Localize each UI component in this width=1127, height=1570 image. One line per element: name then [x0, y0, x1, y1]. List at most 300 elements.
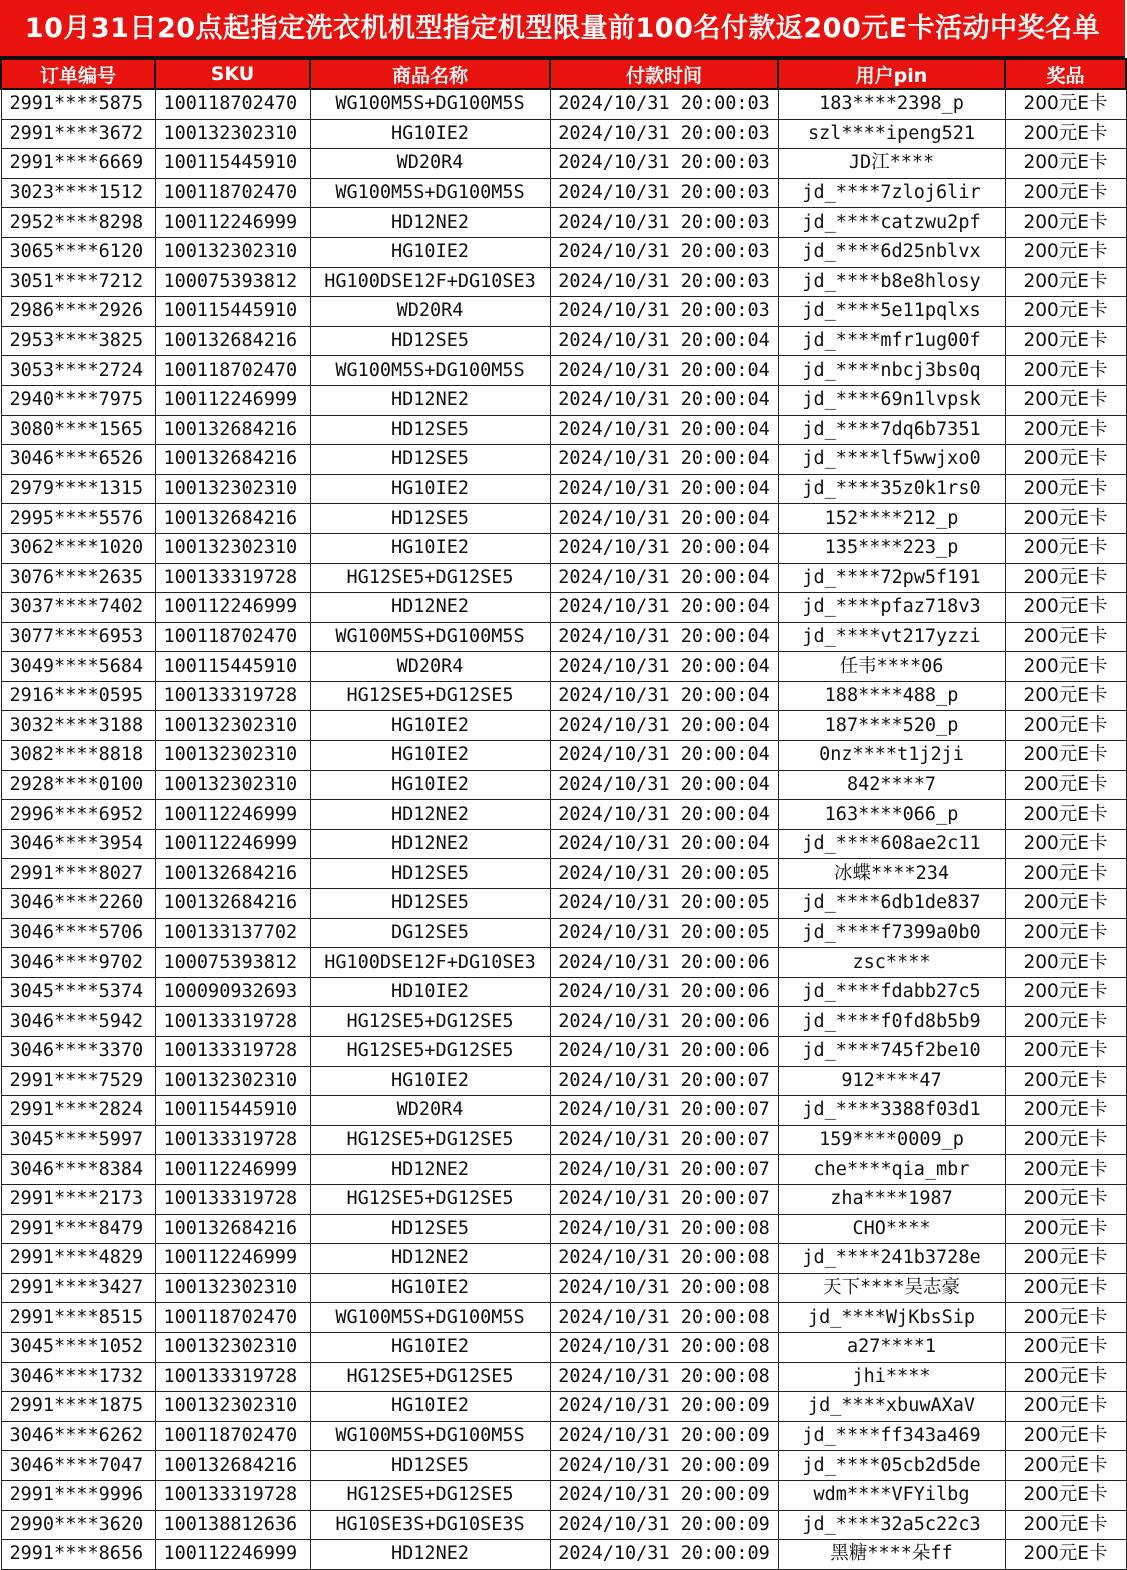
- user-pin-cell: jd_****608ae2c11: [778, 829, 1005, 859]
- product-name-cell: HD12SE5: [310, 1214, 550, 1244]
- order-number-cell: 2991****8656: [1, 1540, 155, 1570]
- user-pin-cell: 0nz****t1j2ji: [778, 741, 1005, 771]
- order-number-cell: 3046****6262: [1, 1421, 155, 1451]
- order-number-cell: 3046****3370: [1, 1037, 155, 1067]
- order-number-cell: 2991****6669: [1, 149, 155, 179]
- payment-time-cell: 2024/10/31 20:00:09: [550, 1451, 778, 1481]
- order-number-cell: 2991****7529: [1, 1066, 155, 1096]
- user-pin-cell: jd_****05cb2d5de: [778, 1451, 1005, 1481]
- prize-cell: 200元E卡: [1005, 829, 1126, 859]
- order-number-cell: 3046****8384: [1, 1155, 155, 1185]
- user-pin-cell: jd_****pfaz718v3: [778, 593, 1005, 623]
- sku-cell: 100133319728: [155, 1037, 310, 1067]
- sku-cell: 100132302310: [155, 1273, 310, 1303]
- order-number-cell: 2928****0100: [1, 770, 155, 800]
- table-body: [1, 89, 1126, 1569]
- prize-cell: 200元E卡: [1005, 415, 1126, 445]
- user-pin-cell: jd_****6db1de837: [778, 889, 1005, 919]
- table-row: [1, 1244, 1126, 1274]
- prize-cell: 200元E卡: [1005, 267, 1126, 297]
- prize-cell: 200元E卡: [1005, 859, 1126, 889]
- order-number-cell: 3046****9702: [1, 948, 155, 978]
- payment-time-cell: 2024/10/31 20:00:08: [550, 1214, 778, 1244]
- table-row: [1, 415, 1126, 445]
- product-name-cell: WG100M5S+DG100M5S: [310, 1303, 550, 1333]
- user-pin-cell: jd_****7zloj6lir: [778, 178, 1005, 208]
- prize-cell: 200元E卡: [1005, 948, 1126, 978]
- order-number-cell: 2953****3825: [1, 326, 155, 356]
- user-pin-cell: jd_****f7399a0b0: [778, 918, 1005, 948]
- prize-cell: 200元E卡: [1005, 1037, 1126, 1067]
- payment-time-cell: 2024/10/31 20:00:07: [550, 1155, 778, 1185]
- table-row: [1, 1214, 1126, 1244]
- table-row: [1, 977, 1126, 1007]
- payment-time-cell: 2024/10/31 20:00:06: [550, 1037, 778, 1067]
- payment-time-cell: 2024/10/31 20:00:05: [550, 889, 778, 919]
- product-name-cell: WG100M5S+DG100M5S: [310, 356, 550, 386]
- payment-time-cell: 2024/10/31 20:00:04: [550, 326, 778, 356]
- order-number-cell: 3076****2635: [1, 563, 155, 593]
- order-number-cell: 3045****1052: [1, 1332, 155, 1362]
- table-row: [1, 356, 1126, 386]
- sku-cell: 100132302310: [155, 711, 310, 741]
- user-pin-cell: che****qia_mbr: [778, 1155, 1005, 1185]
- payment-time-cell: 2024/10/31 20:00:04: [550, 829, 778, 859]
- user-pin-cell: 任韦****06: [778, 652, 1005, 682]
- product-name-cell: HG10IE2: [310, 1332, 550, 1362]
- product-name-cell: DG12SE5: [310, 918, 550, 948]
- prize-cell: 200元E卡: [1005, 1480, 1126, 1510]
- user-pin-cell: zha****1987: [778, 1184, 1005, 1214]
- product-name-cell: WG100M5S+DG100M5S: [310, 178, 550, 208]
- sku-cell: 100112246999: [155, 208, 310, 238]
- table-row: [1, 474, 1126, 504]
- user-pin-cell: 163****066_p: [778, 800, 1005, 830]
- table-row: [1, 622, 1126, 652]
- prize-cell: 200元E卡: [1005, 533, 1126, 563]
- user-pin-cell: jd_****vt217yzzi: [778, 622, 1005, 652]
- prize-cell: 200元E卡: [1005, 1451, 1126, 1481]
- payment-time-cell: 2024/10/31 20:00:04: [550, 563, 778, 593]
- sku-cell: 100132302310: [155, 474, 310, 504]
- product-name-cell: HG10SE3S+DG10SE3S: [310, 1510, 550, 1540]
- sku-cell: 100133319728: [155, 1125, 310, 1155]
- product-name-cell: HG10IE2: [310, 1066, 550, 1096]
- user-pin-cell: 188****488_p: [778, 681, 1005, 711]
- order-number-cell: 3051****7212: [1, 267, 155, 297]
- payment-time-cell: 2024/10/31 20:00:06: [550, 948, 778, 978]
- sku-cell: 100118702470: [155, 178, 310, 208]
- sku-cell: 100133137702: [155, 918, 310, 948]
- payment-time-cell: 2024/10/31 20:00:04: [550, 445, 778, 475]
- prize-cell: 200元E卡: [1005, 504, 1126, 534]
- product-name-cell: HG10IE2: [310, 1392, 550, 1422]
- payment-time-cell: 2024/10/31 20:00:03: [550, 237, 778, 267]
- header-order-number: 订单编号: [1, 59, 155, 89]
- payment-time-cell: 2024/10/31 20:00:09: [550, 1421, 778, 1451]
- user-pin-cell: jd_****745f2be10: [778, 1037, 1005, 1067]
- prize-cell: 200元E卡: [1005, 800, 1126, 830]
- user-pin-cell: jd_****b8e8hlosy: [778, 267, 1005, 297]
- payment-time-cell: 2024/10/31 20:00:03: [550, 89, 778, 119]
- order-number-cell: 3053****2724: [1, 356, 155, 386]
- product-name-cell: HD12NE2: [310, 208, 550, 238]
- user-pin-cell: 183****2398_p: [778, 89, 1005, 119]
- prize-cell: 200元E卡: [1005, 149, 1126, 179]
- prize-cell: 200元E卡: [1005, 474, 1126, 504]
- user-pin-cell: jd_****f0fd8b5b9: [778, 1007, 1005, 1037]
- sku-cell: 100132302310: [155, 119, 310, 149]
- sku-cell: 100133319728: [155, 563, 310, 593]
- user-pin-cell: 912****47: [778, 1066, 1005, 1096]
- product-name-cell: HD12SE5: [310, 859, 550, 889]
- order-number-cell: 3046****6526: [1, 445, 155, 475]
- table-row: [1, 859, 1126, 889]
- payment-time-cell: 2024/10/31 20:00:07: [550, 1096, 778, 1126]
- sku-cell: 100118702470: [155, 89, 310, 119]
- sku-cell: 100132302310: [155, 237, 310, 267]
- product-name-cell: HD12SE5: [310, 326, 550, 356]
- prize-cell: 200元E卡: [1005, 770, 1126, 800]
- table-row: [1, 1096, 1126, 1126]
- sku-cell: 100112246999: [155, 385, 310, 415]
- table-row: [1, 149, 1126, 179]
- sku-cell: 100132684216: [155, 1451, 310, 1481]
- payment-time-cell: 2024/10/31 20:00:04: [550, 681, 778, 711]
- prize-cell: 200元E卡: [1005, 593, 1126, 623]
- order-number-cell: 2990****3620: [1, 1510, 155, 1540]
- product-name-cell: HG10IE2: [310, 711, 550, 741]
- order-number-cell: 2991****9996: [1, 1480, 155, 1510]
- table-row: [1, 711, 1126, 741]
- product-name-cell: HG12SE5+DG12SE5: [310, 1480, 550, 1510]
- user-pin-cell: jd_****fdabb27c5: [778, 977, 1005, 1007]
- product-name-cell: HD12NE2: [310, 385, 550, 415]
- payment-time-cell: 2024/10/31 20:00:04: [550, 800, 778, 830]
- prize-cell: 200元E卡: [1005, 1421, 1126, 1451]
- user-pin-cell: jd_****xbuwAXaV: [778, 1392, 1005, 1422]
- table-row: [1, 119, 1126, 149]
- prize-cell: 200元E卡: [1005, 208, 1126, 238]
- user-pin-cell: a27****1: [778, 1332, 1005, 1362]
- product-name-cell: HG10IE2: [310, 533, 550, 563]
- payment-time-cell: 2024/10/31 20:00:04: [550, 622, 778, 652]
- payment-time-cell: 2024/10/31 20:00:08: [550, 1273, 778, 1303]
- prize-cell: 200元E卡: [1005, 652, 1126, 682]
- payment-time-cell: 2024/10/31 20:00:03: [550, 208, 778, 238]
- sku-cell: 100133319728: [155, 1362, 310, 1392]
- table-row: [1, 1303, 1126, 1333]
- product-name-cell: HG10IE2: [310, 119, 550, 149]
- table-row: [1, 1480, 1126, 1510]
- table-row: [1, 445, 1126, 475]
- table-row: [1, 1155, 1126, 1185]
- product-name-cell: HG10IE2: [310, 1273, 550, 1303]
- sku-cell: 100133319728: [155, 681, 310, 711]
- sku-cell: 100132684216: [155, 1214, 310, 1244]
- sku-cell: 100132684216: [155, 415, 310, 445]
- payment-time-cell: 2024/10/31 20:00:05: [550, 918, 778, 948]
- user-pin-cell: 天下****吴志豪: [778, 1273, 1005, 1303]
- order-number-cell: 2991****8027: [1, 859, 155, 889]
- sku-cell: 100118702470: [155, 356, 310, 386]
- user-pin-cell: jd_****nbcj3bs0q: [778, 356, 1005, 386]
- product-name-cell: HD12SE5: [310, 504, 550, 534]
- header-row: [1, 59, 1126, 89]
- prize-cell: 200元E卡: [1005, 385, 1126, 415]
- payment-time-cell: 2024/10/31 20:00:08: [550, 1303, 778, 1333]
- prize-cell: 200元E卡: [1005, 1362, 1126, 1392]
- sku-cell: 100112246999: [155, 593, 310, 623]
- table-row: [1, 208, 1126, 238]
- prize-cell: 200元E卡: [1005, 1155, 1126, 1185]
- prize-cell: 200元E卡: [1005, 1332, 1126, 1362]
- table-row: [1, 948, 1126, 978]
- table-row: [1, 652, 1126, 682]
- prize-cell: 200元E卡: [1005, 1303, 1126, 1333]
- user-pin-cell: wdm****VFYilbg: [778, 1480, 1005, 1510]
- user-pin-cell: 152****212_p: [778, 504, 1005, 534]
- sku-cell: 100132684216: [155, 504, 310, 534]
- table-row: [1, 563, 1126, 593]
- payment-time-cell: 2024/10/31 20:00:08: [550, 1244, 778, 1274]
- product-name-cell: HD12SE5: [310, 445, 550, 475]
- product-name-cell: HG12SE5+DG12SE5: [310, 1037, 550, 1067]
- product-name-cell: HG100DSE12F+DG10SE3: [310, 267, 550, 297]
- order-number-cell: 3046****2260: [1, 889, 155, 919]
- sku-cell: 100133319728: [155, 1480, 310, 1510]
- product-name-cell: HD12SE5: [310, 889, 550, 919]
- prize-cell: 200元E卡: [1005, 1273, 1126, 1303]
- table-row: [1, 593, 1126, 623]
- user-pin-cell: szl****ipeng521: [778, 119, 1005, 149]
- sku-cell: 100090932693: [155, 977, 310, 1007]
- order-number-cell: 2979****1315: [1, 474, 155, 504]
- table-row: [1, 800, 1126, 830]
- table-row: [1, 237, 1126, 267]
- sku-cell: 100118702470: [155, 1421, 310, 1451]
- product-name-cell: WG100M5S+DG100M5S: [310, 1421, 550, 1451]
- table-row: [1, 1273, 1126, 1303]
- payment-time-cell: 2024/10/31 20:00:03: [550, 267, 778, 297]
- order-number-cell: 3046****5942: [1, 1007, 155, 1037]
- product-name-cell: HG12SE5+DG12SE5: [310, 681, 550, 711]
- sku-cell: 100075393812: [155, 267, 310, 297]
- user-pin-cell: CHO****: [778, 1214, 1005, 1244]
- sku-cell: 100118702470: [155, 1303, 310, 1333]
- payment-time-cell: 2024/10/31 20:00:07: [550, 1066, 778, 1096]
- payment-time-cell: 2024/10/31 20:00:08: [550, 1362, 778, 1392]
- order-number-cell: 2991****4829: [1, 1244, 155, 1274]
- table-row: [1, 267, 1126, 297]
- sku-cell: 100132302310: [155, 741, 310, 771]
- sku-cell: 100132684216: [155, 889, 310, 919]
- product-name-cell: WG100M5S+DG100M5S: [310, 622, 550, 652]
- prize-cell: 200元E卡: [1005, 681, 1126, 711]
- payment-time-cell: 2024/10/31 20:00:04: [550, 533, 778, 563]
- order-number-cell: 2986****2926: [1, 297, 155, 327]
- prize-cell: 200元E卡: [1005, 326, 1126, 356]
- table-row: [1, 297, 1126, 327]
- table-row: [1, 918, 1126, 948]
- table-row: [1, 1007, 1126, 1037]
- order-number-cell: 2991****1875: [1, 1392, 155, 1422]
- user-pin-cell: jd_****3388f03d1: [778, 1096, 1005, 1126]
- sku-cell: 100132302310: [155, 533, 310, 563]
- order-number-cell: 2991****2824: [1, 1096, 155, 1126]
- user-pin-cell: jd_****catzwu2pf: [778, 208, 1005, 238]
- table-row: [1, 533, 1126, 563]
- product-name-cell: HD12NE2: [310, 1540, 550, 1570]
- payment-time-cell: 2024/10/31 20:00:09: [550, 1510, 778, 1540]
- order-number-cell: 3046****1732: [1, 1362, 155, 1392]
- order-number-cell: 3046****3954: [1, 829, 155, 859]
- prize-cell: 200元E卡: [1005, 89, 1126, 119]
- product-name-cell: HG12SE5+DG12SE5: [310, 1362, 550, 1392]
- sku-cell: 100112246999: [155, 1244, 310, 1274]
- order-number-cell: 3045****5997: [1, 1125, 155, 1155]
- header-sku: SKU: [155, 59, 310, 89]
- product-name-cell: HD12SE5: [310, 1451, 550, 1481]
- order-number-cell: 2995****5576: [1, 504, 155, 534]
- prize-cell: 200元E卡: [1005, 1510, 1126, 1540]
- payment-time-cell: 2024/10/31 20:00:04: [550, 356, 778, 386]
- product-name-cell: WG100M5S+DG100M5S: [310, 89, 550, 119]
- order-number-cell: 3046****5706: [1, 918, 155, 948]
- order-number-cell: 3080****1565: [1, 415, 155, 445]
- prize-cell: 200元E卡: [1005, 445, 1126, 475]
- table-row: [1, 681, 1126, 711]
- order-number-cell: 3077****6953: [1, 622, 155, 652]
- order-number-cell: 2991****3672: [1, 119, 155, 149]
- prize-cell: 200元E卡: [1005, 1540, 1126, 1570]
- sku-cell: 100115445910: [155, 652, 310, 682]
- product-name-cell: WD20R4: [310, 297, 550, 327]
- prize-cell: 200元E卡: [1005, 1244, 1126, 1274]
- order-number-cell: 2996****6952: [1, 800, 155, 830]
- order-number-cell: 2991****5875: [1, 89, 155, 119]
- user-pin-cell: jd_****7dq6b7351: [778, 415, 1005, 445]
- product-name-cell: HG10IE2: [310, 474, 550, 504]
- sku-cell: 100115445910: [155, 297, 310, 327]
- prize-cell: 200元E卡: [1005, 178, 1126, 208]
- table-header: [1, 59, 1126, 89]
- table-row: [1, 1362, 1126, 1392]
- prize-cell: 200元E卡: [1005, 1096, 1126, 1126]
- payment-time-cell: 2024/10/31 20:00:04: [550, 385, 778, 415]
- payment-time-cell: 2024/10/31 20:00:04: [550, 770, 778, 800]
- header-payment-time: 付款时间: [550, 59, 778, 89]
- sku-cell: 100132302310: [155, 1066, 310, 1096]
- order-number-cell: 3045****5374: [1, 977, 155, 1007]
- product-name-cell: HG12SE5+DG12SE5: [310, 1125, 550, 1155]
- payment-time-cell: 2024/10/31 20:00:03: [550, 149, 778, 179]
- product-name-cell: HG10IE2: [310, 237, 550, 267]
- table-row: [1, 1037, 1126, 1067]
- product-name-cell: HD12NE2: [310, 1155, 550, 1185]
- order-number-cell: 3049****5684: [1, 652, 155, 682]
- user-pin-cell: JD江****: [778, 149, 1005, 179]
- order-number-cell: 3062****1020: [1, 533, 155, 563]
- prize-cell: 200元E卡: [1005, 622, 1126, 652]
- user-pin-cell: jd_****ff343a469: [778, 1421, 1005, 1451]
- header-product-name: 商品名称: [310, 59, 550, 89]
- payment-time-cell: 2024/10/31 20:00:06: [550, 1007, 778, 1037]
- payment-time-cell: 2024/10/31 20:00:07: [550, 1125, 778, 1155]
- prize-cell: 200元E卡: [1005, 1066, 1126, 1096]
- order-number-cell: 2991****8479: [1, 1214, 155, 1244]
- prize-cell: 200元E卡: [1005, 711, 1126, 741]
- prize-cell: 200元E卡: [1005, 119, 1126, 149]
- user-pin-cell: 159****0009_p: [778, 1125, 1005, 1155]
- product-name-cell: HG10IE2: [310, 741, 550, 771]
- sku-cell: 100132302310: [155, 1332, 310, 1362]
- product-name-cell: HG12SE5+DG12SE5: [310, 1007, 550, 1037]
- prize-cell: 200元E卡: [1005, 563, 1126, 593]
- payment-time-cell: 2024/10/31 20:00:08: [550, 1332, 778, 1362]
- table-row: [1, 89, 1126, 119]
- prize-cell: 200元E卡: [1005, 918, 1126, 948]
- table-row: [1, 889, 1126, 919]
- payment-time-cell: 2024/10/31 20:00:03: [550, 178, 778, 208]
- order-number-cell: 3082****8818: [1, 741, 155, 771]
- sku-cell: 100132302310: [155, 770, 310, 800]
- prize-cell: 200元E卡: [1005, 889, 1126, 919]
- table-row: [1, 1125, 1126, 1155]
- prize-cell: 200元E卡: [1005, 1184, 1126, 1214]
- product-name-cell: HG12SE5+DG12SE5: [310, 563, 550, 593]
- order-number-cell: 3046****7047: [1, 1451, 155, 1481]
- user-pin-cell: jd_****72pw5f191: [778, 563, 1005, 593]
- prize-cell: 200元E卡: [1005, 1214, 1126, 1244]
- winner-table: [0, 58, 1127, 1570]
- payment-time-cell: 2024/10/31 20:00:06: [550, 977, 778, 1007]
- sku-cell: 100138812636: [155, 1510, 310, 1540]
- prize-cell: 200元E卡: [1005, 356, 1126, 386]
- user-pin-cell: zsc****: [778, 948, 1005, 978]
- payment-time-cell: 2024/10/31 20:00:09: [550, 1480, 778, 1510]
- user-pin-cell: 冰蝶****234: [778, 859, 1005, 889]
- payment-time-cell: 2024/10/31 20:00:04: [550, 593, 778, 623]
- table-row: [1, 1332, 1126, 1362]
- user-pin-cell: 黑糖****朵ff: [778, 1540, 1005, 1570]
- table-row: [1, 326, 1126, 356]
- payment-time-cell: 2024/10/31 20:00:03: [550, 119, 778, 149]
- order-number-cell: 3037****7402: [1, 593, 155, 623]
- payment-time-cell: 2024/10/31 20:00:04: [550, 711, 778, 741]
- user-pin-cell: 135****223_p: [778, 533, 1005, 563]
- table-row: [1, 1540, 1126, 1570]
- payment-time-cell: 2024/10/31 20:00:09: [550, 1540, 778, 1570]
- payment-time-cell: 2024/10/31 20:00:04: [550, 504, 778, 534]
- table-row: [1, 1421, 1126, 1451]
- sku-cell: 100133319728: [155, 1007, 310, 1037]
- product-name-cell: HG10IE2: [310, 770, 550, 800]
- header-prize: 奖品: [1005, 59, 1126, 89]
- order-number-cell: 2991****2173: [1, 1184, 155, 1214]
- prize-cell: 200元E卡: [1005, 1125, 1126, 1155]
- user-pin-cell: 187****520_p: [778, 711, 1005, 741]
- user-pin-cell: jd_****32a5c22c3: [778, 1510, 1005, 1540]
- table-row: [1, 178, 1126, 208]
- product-name-cell: HD12NE2: [310, 800, 550, 830]
- prize-cell: 200元E卡: [1005, 977, 1126, 1007]
- product-name-cell: HD12NE2: [310, 829, 550, 859]
- prize-cell: 200元E卡: [1005, 741, 1126, 771]
- user-pin-cell: jd_****mfr1ug00f: [778, 326, 1005, 356]
- sku-cell: 100115445910: [155, 1096, 310, 1126]
- table-row: [1, 1066, 1126, 1096]
